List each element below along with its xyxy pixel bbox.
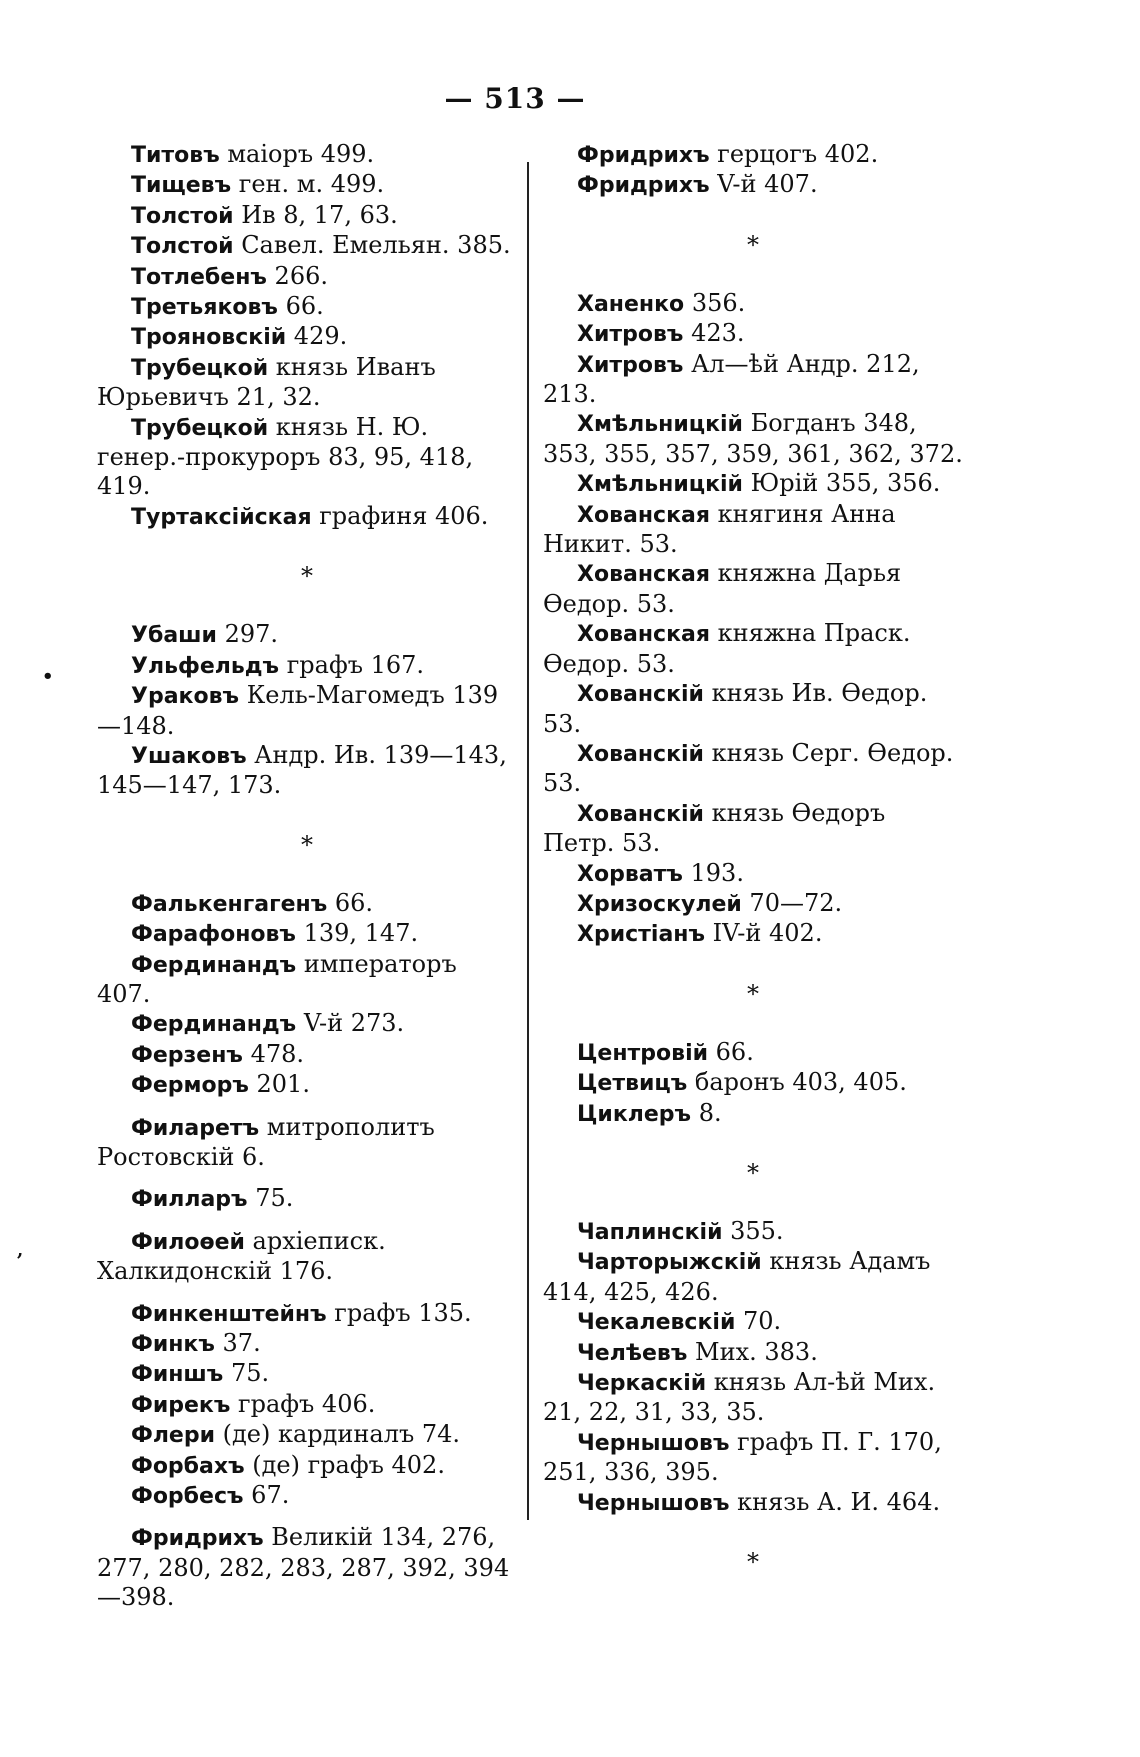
entry-name: Цетвицъ xyxy=(577,1071,688,1097)
entry-name: Хмѣльницкій xyxy=(577,472,743,498)
print-speck: , xyxy=(17,1240,24,1261)
entry-details: княгиня Анна Никит. 53. xyxy=(543,499,896,559)
index-entry xyxy=(543,319,963,349)
entry-details: князь Ѳедоръ Петр. 53. xyxy=(543,798,886,858)
index-entry xyxy=(543,1247,963,1307)
index-entry xyxy=(543,679,963,739)
index-entry xyxy=(543,500,963,560)
index-entry xyxy=(97,1227,517,1287)
entry-details: ген. м. 499. xyxy=(231,170,385,199)
entry-details: князь Ив. Ѳедор. 53. xyxy=(543,679,928,738)
entry-details: князь А. И. 464. xyxy=(729,1487,941,1516)
entry-details: 70—72. xyxy=(741,888,843,917)
entry-details: 67. xyxy=(243,1481,290,1510)
index-entry xyxy=(97,292,517,322)
index-entry xyxy=(97,140,517,170)
entry-name: Трубецкой xyxy=(131,415,269,441)
entry-name: Тотлебенъ xyxy=(131,264,267,290)
entry-name: Чарторыжскій xyxy=(577,1250,762,1276)
index-entry xyxy=(543,1428,963,1488)
entry-details: графъ 135. xyxy=(326,1298,472,1327)
entry-name: Хованскій xyxy=(577,682,704,708)
entry-name: Фридрихъ xyxy=(577,143,710,168)
entry-details: 70. xyxy=(735,1307,782,1336)
index-entry xyxy=(97,1070,517,1100)
entry-details: Юрій 355, 356. xyxy=(742,469,941,498)
entry-details: 478. xyxy=(242,1039,305,1068)
entry-name: Финкъ xyxy=(131,1332,215,1357)
entry-name: Хованская xyxy=(577,502,710,528)
entry-name: Флери xyxy=(131,1423,216,1449)
index-entry xyxy=(97,1359,517,1389)
index-entry xyxy=(97,1113,517,1173)
index-entry xyxy=(97,1420,517,1450)
entry-details: Ив 8, 17, 63. xyxy=(233,200,398,229)
index-entry xyxy=(543,739,963,799)
entry-details: маіоръ 499. xyxy=(219,140,375,168)
entry-details: 75. xyxy=(247,1184,294,1213)
index-entry xyxy=(543,619,963,679)
entry-name: Финкенштейнъ xyxy=(131,1301,327,1327)
entry-name: Хитровъ xyxy=(577,322,684,348)
index-entry xyxy=(543,1488,963,1518)
index-entry xyxy=(543,289,963,319)
entry-name: Титовъ xyxy=(131,143,220,168)
entry-name: Хованскій xyxy=(577,741,704,767)
entry-details: IV-й 402. xyxy=(705,919,823,948)
entry-name: Хованскій xyxy=(577,801,704,827)
section-separator: * xyxy=(747,230,759,259)
index-entry xyxy=(97,681,517,741)
entry-name: Чаплинскій xyxy=(577,1219,723,1245)
entry-name: Филаретъ xyxy=(131,1115,260,1141)
index-entry xyxy=(97,353,517,413)
index-entry xyxy=(543,409,963,469)
index-column-left xyxy=(97,140,517,1613)
index-entry xyxy=(97,1451,517,1481)
entry-details: 266. xyxy=(266,261,328,290)
entry-details: 8. xyxy=(691,1098,722,1127)
index-entry xyxy=(97,1329,517,1359)
entry-details: князь Н. Ю. генер.-прокуроръ 83, 95, 418, 419. xyxy=(97,412,474,501)
entry-name: Туртаксійская xyxy=(131,504,312,530)
entry-name: Убаши xyxy=(131,623,217,649)
entry-name: Толстой xyxy=(131,234,234,260)
entry-details: 66. xyxy=(277,292,324,321)
index-entry xyxy=(543,1068,963,1098)
entry-name: Хмѣльницкій xyxy=(577,412,743,438)
entry-details: баронъ 403, 405. xyxy=(687,1068,907,1097)
section-separator: * xyxy=(301,830,313,859)
entry-name: Ушаковъ xyxy=(131,743,247,769)
entry-name: Черкаскій xyxy=(577,1371,707,1396)
entry-name: Фридрихъ xyxy=(131,1526,264,1552)
entry-details: Кель-Магомедъ 139—148. xyxy=(97,681,499,740)
page-number: — 513 — xyxy=(444,82,586,115)
entry-details: 429. xyxy=(286,322,348,351)
entry-details: (де) кардиналъ 74. xyxy=(215,1420,461,1449)
index-entry xyxy=(97,950,517,1010)
entry-details: 193. xyxy=(682,858,744,887)
index-entry xyxy=(543,1038,963,1068)
entry-details: княжна Дарья Ѳедор. 53. xyxy=(543,559,902,618)
index-entry xyxy=(543,1099,963,1129)
entry-name: Филларъ xyxy=(131,1187,248,1213)
entry-details: 356. xyxy=(684,288,746,317)
entry-details: князь Иванъ Юрьевичъ 21, 32. xyxy=(97,352,436,412)
entry-name: Фирекъ xyxy=(131,1392,231,1418)
entry-details: Ал—ѣй Андр. 212, 213. xyxy=(543,349,920,409)
index-entry xyxy=(543,350,963,410)
index-entry xyxy=(97,1481,517,1511)
entry-name: Чекалевскій xyxy=(577,1310,736,1336)
index-entry xyxy=(97,1040,517,1070)
entry-details: 37. xyxy=(214,1329,261,1357)
index-entry xyxy=(97,919,517,949)
entry-details: 423. xyxy=(683,319,745,348)
index-entry xyxy=(543,919,963,949)
entry-details: 201. xyxy=(248,1070,310,1099)
entry-name: Форбесъ xyxy=(131,1484,244,1510)
entry-name: Хризоскулей xyxy=(577,891,742,917)
entry-name: Фердинандъ xyxy=(131,952,297,978)
entry-details: Мих. 383. xyxy=(687,1337,818,1366)
index-entry xyxy=(543,559,963,619)
entry-name: Тищевъ xyxy=(131,173,232,199)
entry-details: графиня 406. xyxy=(311,501,489,530)
entry-name: Фарафоновъ xyxy=(131,922,296,948)
index-entry xyxy=(97,889,517,919)
entry-details: 66. xyxy=(708,1037,754,1066)
entry-name: Христіанъ xyxy=(577,922,706,948)
section-separator: * xyxy=(747,1158,759,1187)
index-entry xyxy=(543,1217,963,1247)
index-entry xyxy=(543,859,963,889)
index-entry xyxy=(97,170,517,200)
index-entry xyxy=(543,140,963,170)
index-entry xyxy=(97,231,517,261)
index-entry xyxy=(543,170,963,200)
entry-name: Фридрихъ xyxy=(577,173,710,199)
index-entry xyxy=(97,1184,517,1214)
entry-name: Ураковъ xyxy=(131,684,240,710)
entry-name: Ханенко xyxy=(577,291,685,317)
entry-details: императоръ 407. xyxy=(97,949,457,1008)
entry-details: митрополитъ Ростовскій 6. xyxy=(97,1112,435,1171)
index-entry xyxy=(97,262,517,292)
section-separator: * xyxy=(747,979,759,1008)
entry-name: Хитровъ xyxy=(577,352,684,378)
index-entry xyxy=(97,620,517,650)
entry-details: графъ 406. xyxy=(230,1389,376,1418)
index-entry xyxy=(543,1307,963,1337)
section-separator: * xyxy=(747,1548,759,1577)
index-entry xyxy=(97,1390,517,1420)
entry-details: (де) графъ 402. xyxy=(244,1450,445,1479)
entry-details: V-й 273. xyxy=(296,1009,405,1038)
entry-name: Челѣевъ xyxy=(577,1340,688,1366)
entry-name: Центровій xyxy=(577,1040,709,1066)
entry-details: 139, 147. xyxy=(295,919,419,948)
entry-details: V-й 407. xyxy=(709,170,818,199)
section-separator: * xyxy=(301,562,313,591)
index-entry xyxy=(97,502,517,532)
entry-name: Финшъ xyxy=(131,1362,224,1388)
entry-details: герцогъ 402. xyxy=(709,140,879,168)
print-speck: • xyxy=(42,666,54,687)
entry-name: Чернышовъ xyxy=(577,1490,730,1516)
index-entry xyxy=(97,1299,517,1329)
entry-name: Циклеръ xyxy=(577,1101,692,1127)
column-divider xyxy=(527,162,529,1520)
entry-name: Толстой xyxy=(131,203,234,229)
index-entry xyxy=(543,469,963,499)
entry-details: Савел. Емельян. 385. xyxy=(233,231,511,260)
entry-details: князь Адамъ 414, 425, 426. xyxy=(543,1247,931,1306)
entry-name: Ферзенъ xyxy=(131,1042,243,1068)
entry-name: Филоѳей xyxy=(131,1229,245,1255)
entry-name: Форбахъ xyxy=(131,1453,245,1479)
entry-name: Хорватъ xyxy=(577,861,683,887)
index-entry xyxy=(543,1368,963,1428)
index-entry xyxy=(97,1009,517,1039)
index-entry xyxy=(543,889,963,919)
index-entry xyxy=(97,741,517,801)
entry-name: Фалькенгагенъ xyxy=(131,891,328,917)
entry-name: Чернышовъ xyxy=(577,1430,730,1456)
entry-details: 355. xyxy=(722,1216,784,1245)
entry-name: Трубецкой xyxy=(131,355,269,381)
entry-details: 297. xyxy=(216,620,279,649)
entry-name: Ферморъ xyxy=(131,1073,249,1099)
entry-name: Хованская xyxy=(577,562,710,588)
entry-details: Великій 134, 276, 277, 280, 282, 283, 287, 392, 394—398. xyxy=(97,1523,510,1612)
entry-name: Третьяковъ xyxy=(131,295,278,321)
entry-name: Хованская xyxy=(577,622,710,648)
index-entry xyxy=(97,651,517,681)
index-entry xyxy=(97,201,517,231)
entry-details: 66. xyxy=(327,888,374,917)
index-entry xyxy=(97,413,517,502)
index-entry xyxy=(97,322,517,352)
entry-details: графъ П. Г. 170, 251, 336, 395. xyxy=(543,1427,942,1487)
index-entry xyxy=(97,1523,517,1612)
index-entry xyxy=(543,1338,963,1368)
entry-details: Богданъ 348, 353, 355, 357, 359, 361, 362, 372. xyxy=(543,409,963,468)
entry-name: Трояновскій xyxy=(131,325,287,351)
entry-details: Андр. Ив. 139—143, 145—147, 173. xyxy=(97,740,507,800)
entry-details: князь Ал-ѣй Мих. 21, 22, 31, 33, 35. xyxy=(543,1368,936,1427)
entry-name: Ульфельдъ xyxy=(131,653,280,679)
entry-details: архіеписк. Халкидонскій 176. xyxy=(97,1226,386,1286)
index-entry xyxy=(543,799,963,859)
entry-details: князь Серг. Ѳедор. 53. xyxy=(543,738,954,798)
entry-details: графъ 167. xyxy=(279,650,425,679)
index-column-right xyxy=(543,140,963,1606)
entry-details: 75. xyxy=(223,1359,270,1388)
entry-name: Фердинандъ xyxy=(131,1012,297,1038)
entry-details: княжна Праск. Ѳедор. 53. xyxy=(543,619,911,678)
